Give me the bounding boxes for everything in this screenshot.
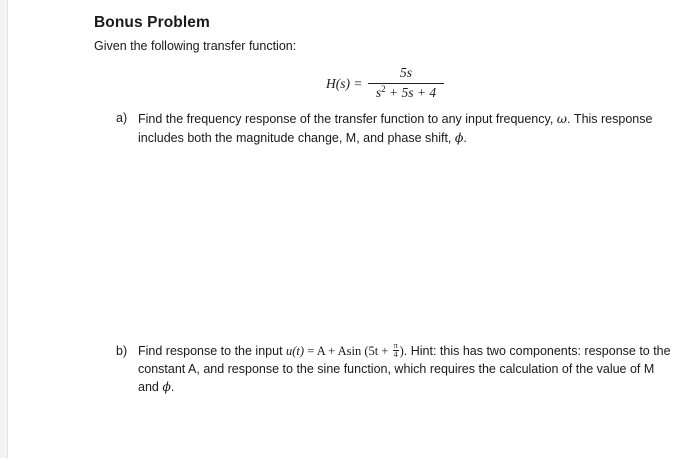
input-expression: = A + Asin (5t + [304, 344, 392, 358]
part-b-text [138, 343, 671, 397]
part-a-text-3: . [463, 130, 467, 145]
part-a-label: a) [116, 111, 128, 125]
denominator-exponent: 2 [381, 84, 386, 94]
equation-lhs: H(s) = [326, 76, 363, 91]
input-function: u(t) [286, 344, 305, 358]
phi-symbol: ϕ [454, 129, 464, 145]
part-a [116, 110, 671, 147]
part-b [116, 343, 671, 397]
part-b-label: b) [116, 344, 128, 358]
pi-over-four-fraction [393, 342, 399, 359]
part-b-text-3: . [170, 380, 175, 394]
part-a-text-1: Find the frequency response of the transfer function to any input frequency, [138, 112, 557, 126]
equation-denominator [366, 85, 446, 101]
input-close-paren: ) [399, 344, 404, 358]
part-a-text-2: . This response includes both the magnitude change, M, and phase shift, [138, 112, 653, 145]
intro-text: Given the following transfer function: [94, 39, 297, 53]
four-digit: 4 [393, 350, 398, 360]
pi-symbol: π [393, 341, 398, 351]
part-b-text-2: . Hint: this has two components: response to the constant A, and response to the sine function, which requires the calculation of the value of M and [138, 344, 671, 394]
page-edge-shadow [0, 0, 8, 458]
part-a-text [138, 110, 671, 147]
page-title: Bonus Problem [94, 14, 210, 31]
denominator-variable: s [375, 85, 382, 100]
phi-symbol: ϕ [162, 379, 171, 394]
part-b-text-1: Find response to the input [138, 344, 287, 358]
equation-numerator: 5s [399, 65, 412, 80]
fraction-bar [368, 83, 444, 84]
omega-symbol: ω [556, 111, 567, 126]
denominator-rest: + 5s + 4 [385, 85, 437, 100]
